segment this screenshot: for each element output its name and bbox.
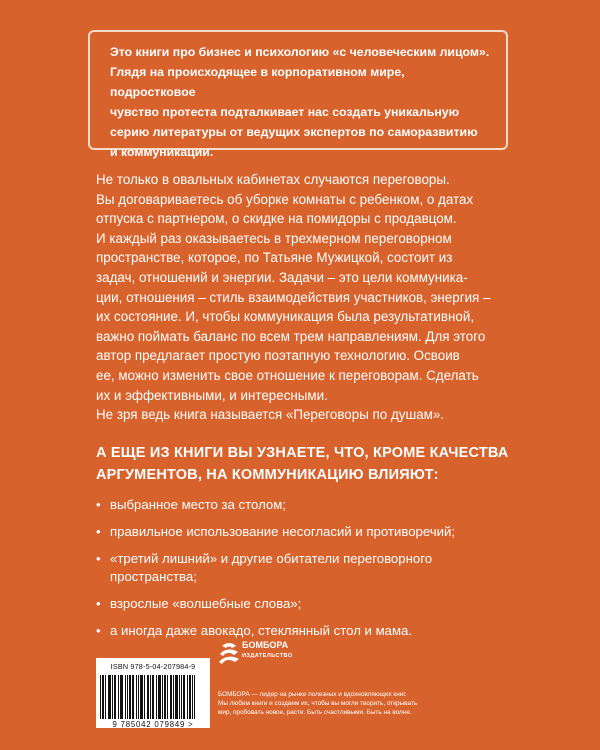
description-line: отпуска с партнером, о скидке на помидоры с продавцом. <box>96 211 457 227</box>
description-line: ции, отношения – стиль взаимодействия участников, энергия – <box>96 289 491 305</box>
heading-line: АРГУМЕНТОВ, НА КОММУНИКАЦИЮ ВЛИЯЮТ: <box>96 467 439 483</box>
tagline-line: БОМБОРА — лидер на рынке полезных и вдохновляющих книг. <box>218 691 407 698</box>
intro-line: Глядя на происходящее в корпоративном мире, подростковое <box>110 65 405 99</box>
description-line: пространстве, которое, по Татьяне Мужицкой, состоит из <box>96 250 453 266</box>
publisher-tagline <box>218 690 508 718</box>
description-line: Не только в овальных кабинетах случаются переговоры. <box>96 172 450 187</box>
tagline-line: мир, пробовать новое, расти. Быть счастливыми. Быть на волне. <box>218 709 412 717</box>
intro-line: серию литературы от ведущих экспертов по саморазвитию <box>110 125 478 139</box>
isbn-label: ISBN 978-5-04-207984-9 <box>110 662 196 671</box>
barcode-bar <box>194 675 195 719</box>
publisher-name: БОМБОРА <box>242 640 289 650</box>
list-item: • выбранное место за столом; <box>96 496 516 514</box>
barcode-digits: 9 785042 079849 > <box>112 720 194 729</box>
topics-list <box>96 496 516 649</box>
intro-frame <box>88 30 508 159</box>
intro-text <box>110 42 492 162</box>
list-item: • правильное использование несогласий и противоречий; <box>96 523 516 541</box>
description-line: автор предлагает простую поэтапную технологию. Освоив <box>96 348 460 364</box>
list-item: • а иногда даже авокадо, стеклянный стол и мама. <box>96 622 516 640</box>
list-item: • взрослые «волшебные слова»; <box>96 595 516 613</box>
barcode <box>96 658 210 728</box>
description-line: Вы договариваетесь об уборке комнаты с ребенком, о датах <box>96 191 474 207</box>
description-paragraph <box>96 170 508 425</box>
intro-line: чувство протеста подталкивает нас создать уникальную <box>110 105 460 119</box>
description-line: их состояние. И, чтобы коммуникация была результативной, <box>96 309 475 325</box>
tagline-line: Мы любим книги и создаем их, чтобы вы могли творить, открывать <box>218 700 418 708</box>
intro-line: Это книги про бизнес и психологию «с человеческим лицом». <box>110 45 490 59</box>
list-item: • «третий лишний» и другие обитатели переговорного пространства; <box>96 550 516 586</box>
publisher-logo <box>242 640 293 661</box>
description-line: ее, можно изменить свое отношение к переговорам. Сделать <box>96 367 479 383</box>
publisher-subtitle: ИЗДАТЕЛЬСТВО <box>242 653 293 659</box>
description-line: важно поймать баланс по всем трем направлениям. Для этого <box>96 328 486 344</box>
learn-heading <box>96 442 516 486</box>
description-line: И каждый раз оказываетесь в трехмерном переговорном <box>96 230 452 246</box>
description-line: задач, отношений и энергии. Задачи – это цели коммуника- <box>96 269 468 285</box>
heading-line: А ЕЩЕ ИЗ КНИГИ ВЫ УЗНАЕТЕ, ЧТО, КРОМЕ КАЧЕСТВА <box>96 445 509 461</box>
barcode-bars <box>100 673 206 719</box>
description-line: их и эффективными, и интересными. <box>96 387 328 403</box>
intro-line: и коммуникации. <box>110 145 214 159</box>
description-line: Не зря ведь книга называется «Переговоры по душам». <box>96 407 445 423</box>
